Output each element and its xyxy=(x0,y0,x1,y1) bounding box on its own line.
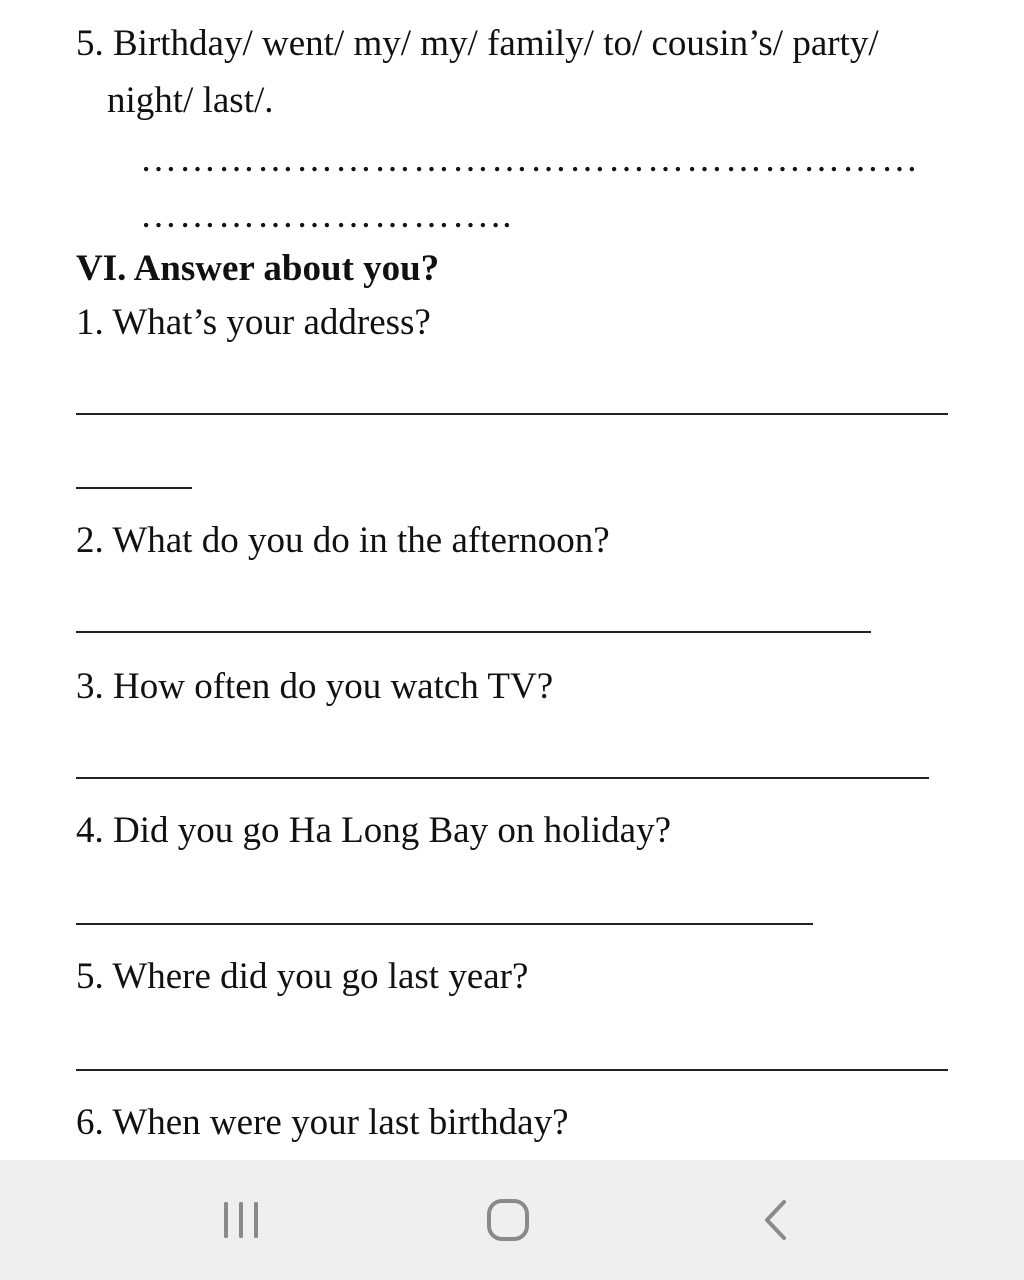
question-1: 1. What’s your address? xyxy=(76,302,431,343)
answer-line-1-continuation[interactable] xyxy=(76,487,192,489)
recent-apps-icon xyxy=(219,1200,263,1240)
answer-line-5[interactable] xyxy=(76,1069,948,1071)
back-button[interactable] xyxy=(715,1160,835,1280)
reorder-question-5-line-2: night/ last/. xyxy=(107,80,274,121)
recent-apps-button[interactable] xyxy=(181,1160,301,1280)
question-5: 5. Where did you go last year? xyxy=(76,956,529,997)
home-icon xyxy=(485,1197,531,1243)
section-heading: VI. Answer about you? xyxy=(76,248,440,289)
answer-line-2[interactable] xyxy=(76,631,871,633)
answer-dotted-line-2[interactable]: ……………………….. xyxy=(140,195,514,236)
question-3: 3. How often do you watch TV? xyxy=(76,666,554,707)
question-2: 2. What do you do in the afternoon? xyxy=(76,520,610,561)
question-6: 6. When were your last birthday? xyxy=(76,1102,569,1143)
answer-line-1[interactable] xyxy=(76,413,948,415)
reorder-question-5-line-1: 5. Birthday/ went/ my/ my/ family/ to/ cousin’s/ party/ xyxy=(76,23,879,64)
question-4: 4. Did you go Ha Long Bay on holiday? xyxy=(76,810,671,851)
answer-line-3[interactable] xyxy=(76,777,929,779)
home-button[interactable] xyxy=(448,1160,568,1280)
back-icon xyxy=(760,1198,790,1242)
answer-line-4[interactable] xyxy=(76,923,813,925)
answer-dotted-line-1[interactable]: …………………………………………………… xyxy=(140,139,920,180)
system-navigation-bar xyxy=(0,1160,1024,1280)
